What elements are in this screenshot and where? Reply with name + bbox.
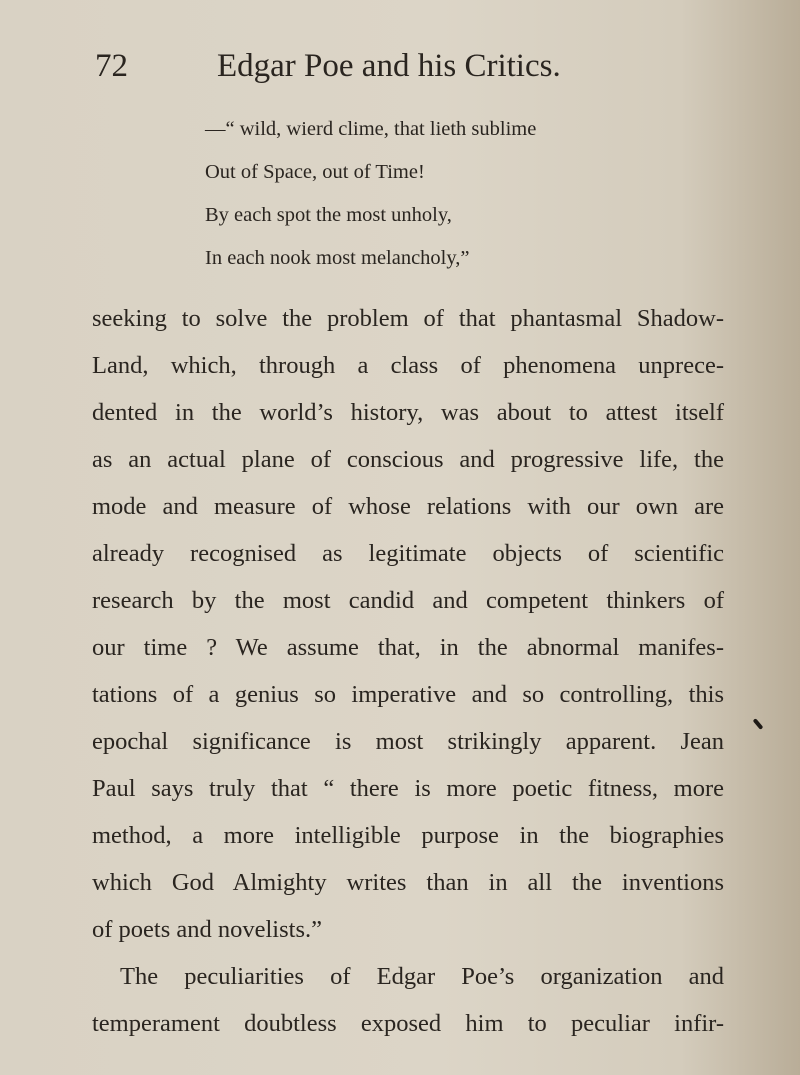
text-line: of poets and novelists.” bbox=[92, 916, 322, 943]
text-line: tations of a genius so imperative and so controlling, this bbox=[92, 681, 724, 708]
text-line: Paul says truly that “ there is more poetic fitness, more bbox=[92, 775, 724, 802]
text-line: already recognised as legitimate objects of scientific bbox=[92, 540, 724, 567]
verse-line: By each spot the most unholy, bbox=[205, 204, 452, 226]
text-line: epochal significance is most strikingly apparent. Jean bbox=[92, 728, 724, 755]
verse-line: Out of Space, out of Time! bbox=[205, 161, 425, 183]
text-line: Land, which, through a class of phenomena unprece- bbox=[92, 352, 724, 379]
text-line: research by the most candid and competent thinkers of bbox=[92, 587, 724, 614]
running-title: Edgar Poe and his Critics. bbox=[217, 48, 561, 84]
verse-line: —“ wild, wierd clime, that lieth sublime bbox=[205, 118, 537, 140]
ink-mark bbox=[753, 718, 764, 730]
page-header bbox=[95, 48, 735, 98]
text-line: The peculiarities of Edgar Poe’s organization and bbox=[120, 963, 724, 990]
text-line: mode and measure of whose relations with our own are bbox=[92, 493, 724, 520]
page-number: 72 bbox=[95, 48, 128, 84]
text-line: our time ? We assume that, in the abnormal manifes- bbox=[92, 634, 724, 661]
verse-line: In each nook most melancholy,” bbox=[205, 247, 470, 269]
text-line: which God Almighty writes than in all the inventions bbox=[92, 869, 724, 896]
text-line: dented in the world’s history, was about to attest itself bbox=[92, 399, 724, 426]
text-line: method, a more intelligible purpose in the biographies bbox=[92, 822, 724, 849]
text-line: as an actual plane of conscious and progressive life, the bbox=[92, 446, 724, 473]
text-line: temperament doubtless exposed him to peculiar infir- bbox=[92, 1010, 724, 1037]
text-line: seeking to solve the problem of that phantasmal Shadow- bbox=[92, 305, 724, 332]
